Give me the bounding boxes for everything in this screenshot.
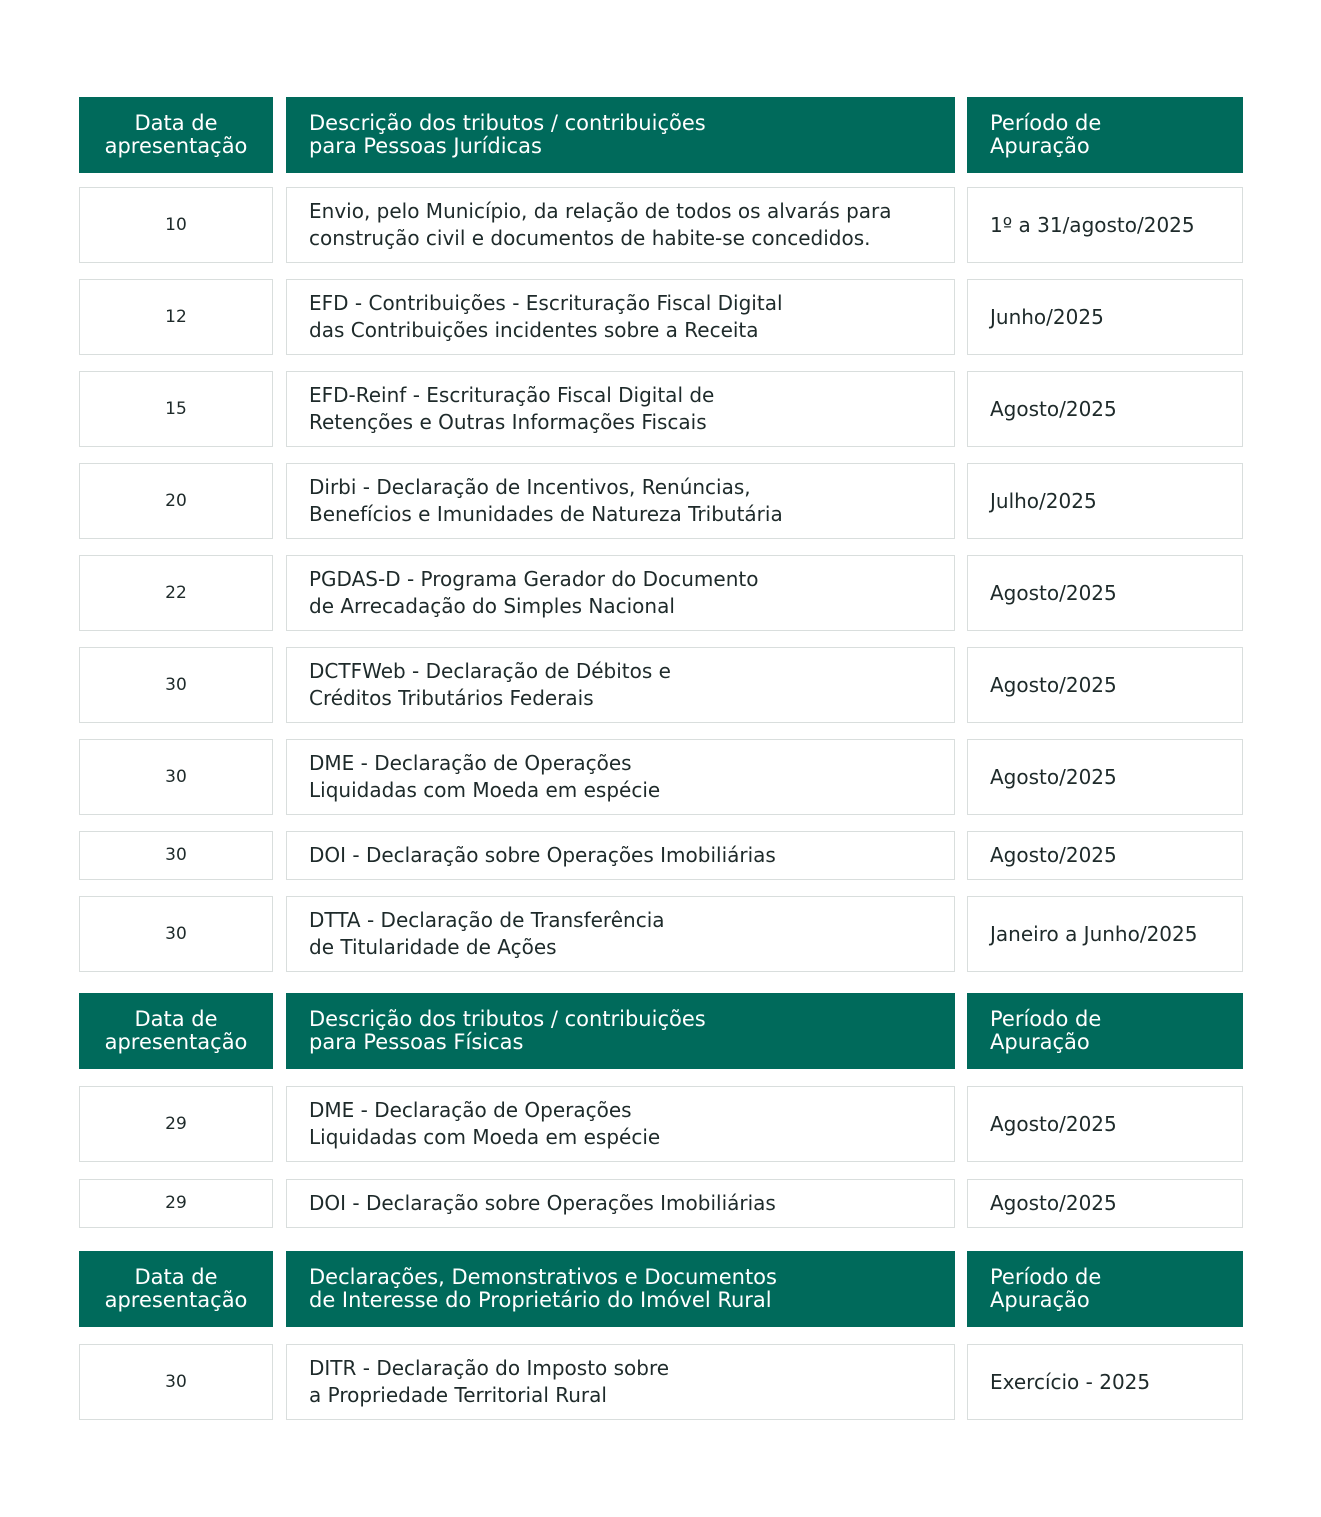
row-description: Envio, pelo Município, da relação de todos os alvarás para construção civil e documentos de habite-se concedidos.	[286, 187, 955, 263]
table-row	[79, 831, 1243, 880]
row-date: 30	[79, 739, 273, 815]
header-period: Período de Apuração	[967, 1251, 1243, 1327]
header-period: Período de Apuração	[967, 993, 1243, 1069]
row-description: EFD-Reinf - Escrituração Fiscal Digital de Retenções e Outras Informações Fiscais	[286, 371, 955, 447]
row-period: Agosto/2025	[967, 831, 1243, 880]
row-period: Junho/2025	[967, 279, 1243, 355]
row-date: 30	[79, 647, 273, 723]
section-pessoas-fisicas	[79, 993, 1243, 1244]
row-period: Agosto/2025	[967, 555, 1243, 631]
table-row	[79, 555, 1243, 631]
table-row	[79, 647, 1243, 723]
header-description: Declarações, Demonstrativos e Documentos de Interesse do Proprietário do Imóvel Rural	[286, 1251, 955, 1327]
row-description: DOI - Declaração sobre Operações Imobiliárias	[286, 831, 955, 880]
row-description: DITR - Declaração do Imposto sobre a Propriedade Territorial Rural	[286, 1344, 955, 1420]
row-period: Agosto/2025	[967, 647, 1243, 723]
row-period: Exercício - 2025	[967, 1344, 1243, 1420]
section-pessoas-juridicas	[79, 97, 1243, 988]
row-period: Agosto/2025	[967, 371, 1243, 447]
table-row	[79, 896, 1243, 972]
row-date: 30	[79, 831, 273, 880]
row-period: Janeiro a Junho/2025	[967, 896, 1243, 972]
table-row	[79, 187, 1243, 263]
row-date: 10	[79, 187, 273, 263]
row-period: Agosto/2025	[967, 739, 1243, 815]
table-header	[79, 1251, 1243, 1327]
row-period: Julho/2025	[967, 463, 1243, 539]
header-period: Período de Apuração	[967, 97, 1243, 173]
row-description: DOI - Declaração sobre Operações Imobiliárias	[286, 1179, 955, 1228]
row-description: DME - Declaração de Operações Liquidadas com Moeda em espécie	[286, 739, 955, 815]
row-description: DCTFWeb - Declaração de Débitos e Créditos Tributários Federais	[286, 647, 955, 723]
row-description: PGDAS-D - Programa Gerador do Documento de Arrecadação do Simples Nacional	[286, 555, 955, 631]
row-description: DME - Declaração de Operações Liquidadas com Moeda em espécie	[286, 1086, 955, 1162]
row-period: Agosto/2025	[967, 1179, 1243, 1228]
row-description: DTTA - Declaração de Transferência de Titularidade de Ações	[286, 896, 955, 972]
row-date: 30	[79, 896, 273, 972]
row-period: 1º a 31/agosto/2025	[967, 187, 1243, 263]
table-row	[79, 371, 1243, 447]
row-description: Dirbi - Declaração de Incentivos, Renúncias, Benefícios e Imunidades de Natureza Tributária	[286, 463, 955, 539]
row-period: Agosto/2025	[967, 1086, 1243, 1162]
table-row	[79, 1344, 1243, 1420]
section-imovel-rural	[79, 1251, 1243, 1436]
row-date: 20	[79, 463, 273, 539]
row-date: 29	[79, 1179, 273, 1228]
table-header	[79, 993, 1243, 1069]
header-description: Descrição dos tributos / contribuições para Pessoas Físicas	[286, 993, 955, 1069]
header-date: Data de apresentação	[79, 97, 273, 173]
row-date: 22	[79, 555, 273, 631]
table-row	[79, 739, 1243, 815]
row-date: 12	[79, 279, 273, 355]
table-header	[79, 97, 1243, 173]
row-description: EFD - Contribuições - Escrituração Fiscal Digital das Contribuições incidentes sobre a Receita	[286, 279, 955, 355]
row-date: 15	[79, 371, 273, 447]
row-date: 29	[79, 1086, 273, 1162]
table-row	[79, 1086, 1243, 1162]
table-row	[79, 463, 1243, 539]
header-date: Data de apresentação	[79, 993, 273, 1069]
table-row	[79, 1179, 1243, 1228]
table-row	[79, 279, 1243, 355]
header-description: Descrição dos tributos / contribuições para Pessoas Jurídicas	[286, 97, 955, 173]
row-date: 30	[79, 1344, 273, 1420]
header-date: Data de apresentação	[79, 1251, 273, 1327]
